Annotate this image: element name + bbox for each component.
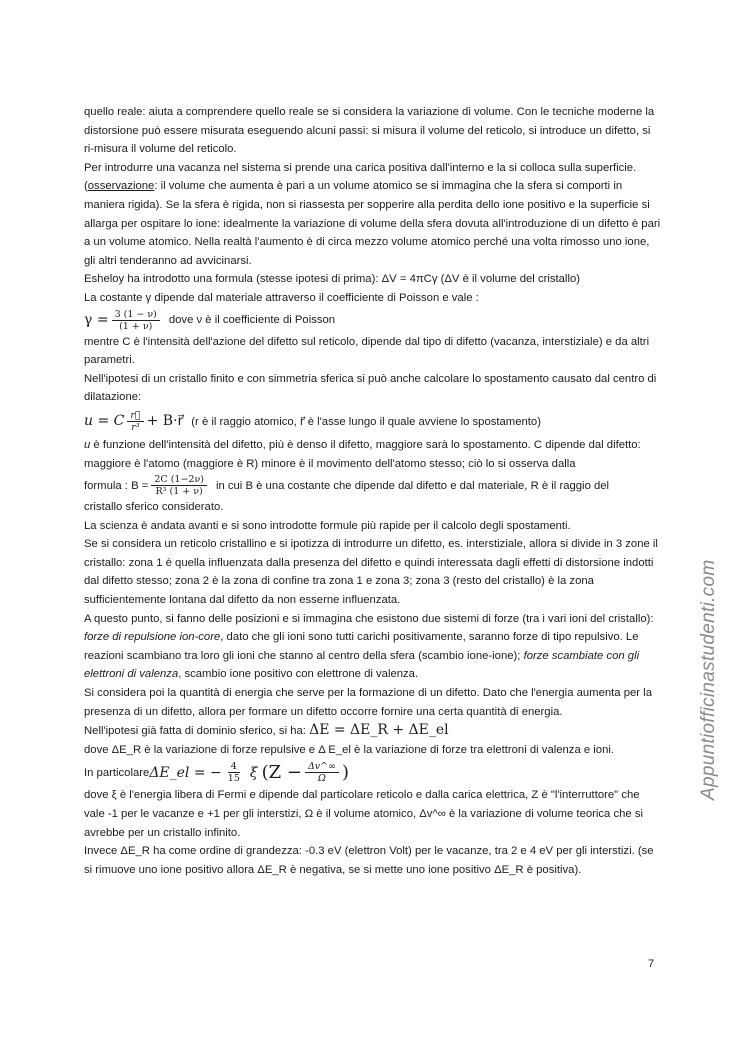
el-lhs: ΔE_el = −	[149, 764, 222, 781]
paragraph-1: quello reale: aiuta a comprendere quello reale se si considera la variazione di volume. Con le tecniche moderne la distorsione può essere misurata eseguendo alcuni passi: si misura il volume del reticolo, si introduce un difetto, si ri-misura il volume del reticolo.	[84, 106, 655, 156]
el-lead: In particolare	[84, 766, 150, 779]
numerator: Δv^∞	[305, 761, 339, 773]
paragraph-17: Invece ΔE_R ha come ordine di grandezza: -0.3 eV (elettron Volt) per le vacanze, tra 2 e 4 eV per gli interstizi. (se si rimuove uno ione positivo allora ΔE_R è negativa, se si mette uno ione positivo ΔE_R è positiva).	[84, 845, 654, 876]
denominator: 15	[227, 773, 240, 785]
text: è funzione dell'intensità del difetto, più è denso il difetto, maggiore sarà lo spostamento. C dipende dal difetto: maggiore è l'atomo (maggiore è R) minore è il movimento dell'atomo stesso; ciò lo si osserva dalla	[84, 438, 641, 470]
denominator: (1 + ν)	[119, 320, 153, 332]
u-symbol: u	[84, 438, 91, 451]
paragraph-4: La costante γ dipende dal materiale attraverso il coefficiente di Poisson e vale :	[84, 291, 479, 304]
el-fraction	[225, 761, 243, 784]
b-lhs: formula : B =	[84, 479, 149, 492]
numerator: 4	[228, 761, 240, 773]
numerator: r⃗	[127, 410, 143, 422]
text: Nell'ipotesi già fatta di dominio sferico, si ha:	[84, 725, 310, 738]
watermark	[686, 550, 726, 810]
paren-open: (Z −	[261, 762, 302, 784]
u-fraction	[127, 410, 143, 433]
observation-label: osservazione	[87, 180, 155, 193]
el-formula	[84, 761, 662, 784]
u-lhs: u = C	[84, 413, 125, 430]
denominator: Ω	[318, 773, 326, 785]
paragraph-9: La scienza è andata avanti e si sono introdotte formule più rapide per il calcolo degli spostamenti.	[84, 519, 571, 532]
term: forze scambiate con gli elettroni di valenza	[84, 649, 640, 681]
paragraph-13	[84, 721, 662, 741]
u-rest: + B·r⃗	[146, 413, 184, 430]
text: A questo punto, si fanno delle posizioni e si immagina che esistono due sistemi di forze (tra i vari ioni del cristallo):	[84, 612, 654, 625]
b-note: in cui B è una costante che dipende dal difetto e dal materiale, R è il raggio del	[215, 479, 610, 492]
gamma-formula	[84, 309, 662, 332]
text: , dato che gli ioni sono tutti carichi positivamente, saranno forze di tipo repulsivo. Le reazioni scambiano tra loro gli ioni che stanno al centro della sfera (scambio ione-ione);	[84, 631, 639, 662]
paragraph-3: Esheloy ha introdotto una formula (stesse ipotesi di prima): ΔV = 4πCγ (ΔV è il volume del cristallo)	[84, 273, 580, 286]
text: , scambio ione positivo con elettrone di valenza.	[178, 668, 419, 681]
paragraph-16: dove ξ è l'energia libera di Fermi e dipende dal particolare reticolo e dalla carica elettrica, Z è "l'interruttore" che vale -1 per le vacanze e +1 per gli interstizi, Ω è il volume atomico, Δv^∞ è la variazione di volume teorica che si avrebbe per un cristallo infinito.	[84, 789, 643, 839]
gamma-fraction	[112, 309, 160, 332]
paragraph-2	[84, 159, 662, 271]
term: forze di repulsione ion-core	[84, 631, 221, 644]
numerator: 3 (1 − ν)	[112, 309, 160, 321]
paragraph-8: cristallo sferico considerato.	[84, 501, 224, 514]
numerator: 2C (1−2ν)	[151, 474, 207, 486]
energy-equation: ΔE = ΔE_R + ΔE_el	[309, 722, 449, 739]
text: : il volume che aumenta è pari a un volume atomico se si immagina che la sfera si comporti in maniera rigida). Se la sfera è rigida, non si riassesta per sopperire alla perdita dello ione positivo e la superficie si allarga per ospitare lo ione: idealmente la variazione di volume della sfera dovuta all'introduzione di un difetto è pari a un volume atomico. Nella realtà l'aumento è di circa mezzo volume atomico perché una volta rimosso uno ione, gli altri tenderanno ad avvicinarsi.	[84, 180, 661, 267]
paragraph-11	[84, 610, 662, 684]
displacement-formula	[84, 410, 662, 433]
gamma-note: dove ν è il coefficiente di Poisson	[168, 314, 336, 327]
paragraph-7	[84, 436, 662, 473]
paragraph-5: mentre C è l'intensità dell'azione del difetto sul reticolo, dipende dal tipo di difetto (vacanza, interstiziale) e da altri parametri.	[84, 335, 650, 367]
xi-symbol: ξ	[249, 764, 258, 781]
paragraph-14: dove ΔE_R è la variazione di forze repulsive e Δ E_el è la variazione di forze tra elettroni di valenza e ioni.	[84, 743, 615, 756]
denominator: r³	[131, 421, 140, 433]
u-note: (r è il raggio atomico, r⃗ è l'asse lungo il quale avviene lo spostamento)	[191, 415, 541, 428]
paren-close: )	[342, 762, 350, 784]
paragraph-6: Nell'ipotesi di un cristallo finito e con simmetria sferica si può anche calcolare lo spostamento causato dal centro di dilatazione:	[84, 372, 657, 404]
gamma-lhs: γ =	[84, 312, 109, 329]
denominator: R³ (1 + ν)	[155, 486, 203, 498]
watermark-text: Appuntiofficinastudenti.com	[698, 559, 719, 800]
text: Per introdurre una vacanza nel sistema si prende una carica positiva dall'interno e la si colloca sulla superficie. (	[84, 161, 637, 193]
paragraph-10: Se si considera un reticolo cristallino e si ipotizza di introdurre un difetto, es. interstiziale, allora si divide in 3 zone il cristallo: zona 1 è quella influenzata dalla presenza del difetto e quindi interessata dagli effetti di distorsione indotti dal difetto stesso; zona 2 è la zona di confine tra zona 1 e zona 3; zona 3 (resto del cristallo) è la zona sufficientemente lontana dal difetto da non esserne influenzata.	[84, 538, 658, 607]
paragraph-12: Si considera poi la quantità di energia che serve per la formazione di un difetto. Dato che l'energia aumenta per la presenza di un difetto, allora per formare un difetto occorre fornire una certa quantità di energia.	[84, 687, 652, 718]
page-number: 7	[648, 958, 655, 970]
b-fraction	[151, 474, 207, 497]
b-formula	[84, 474, 662, 497]
page-body	[84, 103, 662, 879]
dv-fraction	[305, 761, 339, 784]
